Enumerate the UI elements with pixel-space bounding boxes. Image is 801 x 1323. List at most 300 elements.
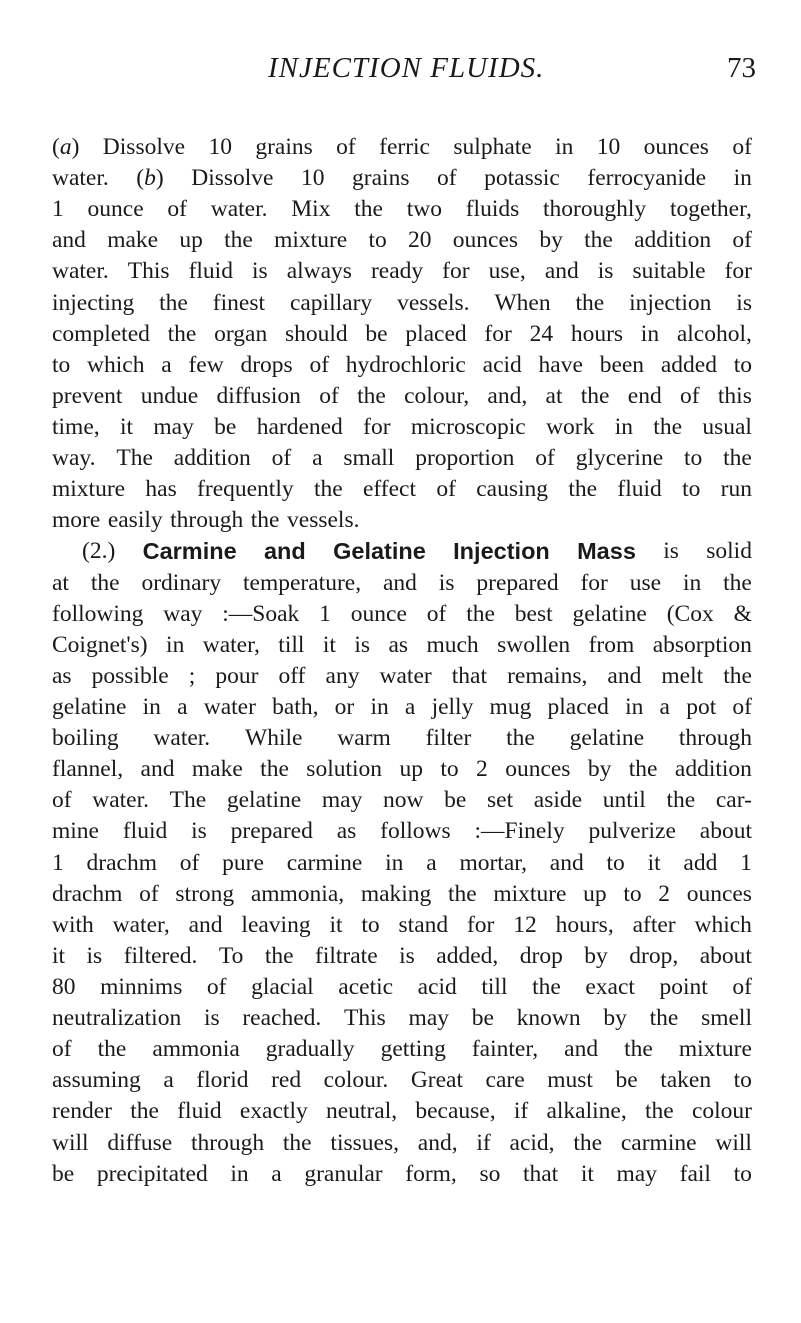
- word: capillary: [289, 289, 373, 316]
- word: and: [382, 569, 417, 596]
- text-line: [52, 972, 752, 1003]
- word: is: [597, 258, 614, 285]
- running-head: [0, 52, 801, 92]
- text-line: [52, 505, 752, 536]
- text-line: [52, 319, 752, 350]
- word: 10: [208, 134, 232, 160]
- text-line: [52, 879, 752, 910]
- word: the: [159, 289, 188, 316]
- word: This: [344, 1005, 386, 1032]
- word: the: [250, 507, 280, 534]
- word: up: [583, 880, 607, 907]
- word: now: [383, 787, 424, 814]
- word: precipitated: [96, 1160, 208, 1187]
- word: so: [479, 1160, 501, 1187]
- word: :—Finely: [474, 818, 565, 845]
- word: because,: [415, 1098, 496, 1125]
- word: organ: [214, 320, 268, 347]
- word: hardened: [256, 413, 343, 440]
- word: may: [408, 1005, 450, 1032]
- word: water.: [52, 165, 109, 192]
- text-line: [52, 536, 752, 567]
- word: ounces: [643, 134, 709, 160]
- word: it: [119, 413, 134, 440]
- word: best: [514, 600, 553, 627]
- word: the: [723, 569, 752, 596]
- word: the: [628, 756, 658, 783]
- italic-letter: a: [59, 134, 72, 160]
- word: ounces: [686, 880, 752, 907]
- word: solution: [306, 756, 383, 783]
- text-line: [52, 816, 752, 847]
- word: of: [52, 1036, 72, 1063]
- word: [143, 536, 237, 567]
- word: the: [90, 569, 120, 596]
- word: suitable: [632, 258, 706, 285]
- word: the: [167, 320, 197, 347]
- word: gelatine: [569, 725, 645, 752]
- word: be: [471, 1005, 494, 1032]
- word: ounce: [87, 196, 144, 223]
- word: set: [487, 787, 514, 814]
- word: in: [385, 849, 404, 876]
- word: ammonia,: [250, 880, 345, 907]
- word: is: [203, 1005, 220, 1032]
- word: the: [97, 1036, 127, 1063]
- word: taken: [660, 1067, 712, 1094]
- word: The: [169, 787, 207, 814]
- section-heading-word: Mass: [577, 538, 636, 565]
- running-title: INJECTION FLUIDS.: [268, 52, 545, 84]
- word: addition: [173, 445, 251, 472]
- word: by: [539, 227, 563, 254]
- word: follows: [380, 818, 451, 845]
- word: to: [733, 351, 752, 378]
- word: 24: [529, 320, 554, 347]
- text-line: [52, 381, 752, 412]
- word: to: [733, 1160, 752, 1187]
- word: ;: [188, 662, 196, 689]
- word: two: [406, 196, 442, 223]
- word: the: [313, 476, 343, 503]
- word: as: [388, 631, 409, 658]
- word: 2: [476, 756, 488, 783]
- word: by: [603, 1005, 627, 1032]
- word: of: [732, 973, 752, 1000]
- word: that: [522, 1160, 559, 1187]
- word: 1: [740, 849, 752, 876]
- word: strong: [175, 880, 235, 907]
- word: this: [717, 382, 752, 409]
- word: a: [404, 693, 416, 720]
- word: mine: [52, 818, 99, 845]
- word: the: [575, 289, 605, 316]
- word: if: [476, 1129, 491, 1156]
- word: addition: [674, 756, 752, 783]
- word: the: [573, 1129, 603, 1156]
- word: 12: [513, 911, 537, 938]
- word: water.: [153, 725, 211, 752]
- word: drachm: [86, 849, 157, 876]
- word: of: [139, 880, 159, 907]
- word: be: [52, 1160, 75, 1187]
- word: of: [309, 351, 330, 378]
- word: the: [723, 662, 752, 689]
- word: [577, 536, 636, 567]
- text-line: [52, 443, 752, 474]
- word: water,: [202, 631, 260, 658]
- word: added,: [436, 942, 499, 969]
- word: to: [684, 445, 703, 472]
- word: may: [616, 1160, 657, 1187]
- word: assuming: [52, 1067, 141, 1094]
- word: usual: [702, 413, 752, 440]
- word: mixture: [274, 227, 348, 254]
- text-line: [52, 412, 752, 443]
- word: of: [680, 382, 700, 409]
- word: to: [440, 756, 459, 783]
- word: minnims: [100, 973, 183, 1000]
- word: the: [584, 227, 613, 254]
- word: to: [606, 849, 625, 876]
- word: acid: [482, 351, 522, 378]
- word: after: [632, 911, 676, 938]
- word: and,: [487, 382, 528, 409]
- text-line: [52, 350, 752, 381]
- word: and,: [417, 1129, 458, 1156]
- word: been: [599, 351, 645, 378]
- word: easily: [107, 507, 163, 534]
- word: hydrochloric: [345, 351, 466, 378]
- word: the: [264, 942, 294, 969]
- word: and: [544, 258, 579, 285]
- word: point: [659, 973, 708, 1000]
- text-line: [52, 568, 752, 599]
- word: to: [368, 227, 387, 254]
- word: drop,: [629, 942, 679, 969]
- word: will: [715, 1129, 752, 1156]
- word: swollen: [497, 631, 571, 658]
- word: more: [52, 507, 101, 534]
- word: the: [506, 725, 535, 752]
- text-line: [52, 194, 752, 225]
- word: gelatine: [52, 693, 127, 720]
- word: carmine: [286, 849, 363, 876]
- word: neutral,: [325, 1098, 398, 1125]
- word: of: [732, 227, 752, 254]
- word: is: [191, 818, 207, 845]
- word: a: [271, 1160, 282, 1187]
- word: always: [286, 258, 352, 285]
- word: from: [588, 631, 635, 658]
- word: vessels.: [397, 289, 470, 316]
- word: of: [319, 382, 339, 409]
- word: addition: [634, 227, 712, 254]
- word: the: [354, 196, 383, 223]
- word: mug: [489, 693, 532, 720]
- word: the: [723, 445, 752, 472]
- word: and: [52, 227, 86, 254]
- word: leaving: [241, 911, 311, 938]
- word: to: [682, 476, 701, 503]
- word: the: [649, 1005, 679, 1032]
- word: by: [587, 756, 612, 783]
- word: colour,: [404, 382, 470, 409]
- text-line: [52, 163, 752, 194]
- word: [333, 536, 426, 567]
- text-line: [52, 754, 752, 785]
- word: much: [426, 631, 479, 658]
- word: as: [336, 818, 357, 845]
- word: to: [623, 880, 642, 907]
- word: work: [546, 413, 595, 440]
- word: glycerine: [575, 445, 664, 472]
- text-line: [52, 630, 752, 661]
- word: of: [437, 165, 457, 192]
- word: exact: [585, 973, 635, 1000]
- word: in: [625, 693, 644, 720]
- word: if: [513, 1098, 529, 1125]
- word: jelly: [431, 693, 474, 720]
- word: effect: [362, 476, 417, 503]
- word: of: [271, 445, 292, 472]
- word: may: [321, 787, 363, 814]
- word: till: [278, 631, 305, 658]
- word: When: [494, 289, 551, 316]
- word: injecting: [52, 289, 135, 316]
- word: of: [52, 787, 72, 814]
- word: to: [52, 351, 71, 378]
- word: the: [447, 880, 477, 907]
- word: of: [535, 445, 555, 472]
- word: way.: [52, 445, 96, 472]
- word: sulphate: [453, 134, 532, 160]
- word: be: [444, 787, 467, 814]
- word: pulverize: [588, 818, 676, 845]
- word: up: [179, 227, 203, 254]
- word: in: [370, 693, 389, 720]
- word: or: [334, 693, 355, 720]
- word: that: [451, 662, 488, 689]
- word: about: [699, 818, 752, 845]
- word: ordinary: [141, 569, 222, 596]
- word: getting: [380, 1036, 446, 1063]
- text-line: [52, 132, 752, 163]
- word: and: [549, 849, 584, 876]
- word: water: [203, 693, 256, 720]
- word: [453, 536, 550, 567]
- word: small: [343, 445, 395, 472]
- word: ounces: [452, 227, 519, 254]
- word: prepared: [230, 818, 313, 845]
- word: by: [584, 942, 608, 969]
- word: at: [52, 569, 69, 596]
- word: :—Soak: [222, 600, 300, 627]
- page-number: 73: [727, 52, 756, 84]
- word: and: [607, 662, 642, 689]
- word: flannel,: [52, 756, 124, 783]
- word: which: [694, 911, 752, 938]
- text-line: [52, 1128, 752, 1159]
- word: time,: [52, 413, 100, 440]
- italic-letter: b: [144, 165, 156, 192]
- word: water: [379, 662, 432, 689]
- word: potassic: [484, 165, 560, 192]
- word: stand: [398, 911, 449, 938]
- word: few: [188, 351, 224, 378]
- word: water.: [52, 258, 109, 285]
- word: is: [399, 942, 415, 969]
- word: and: [140, 756, 175, 783]
- word: known: [516, 1005, 581, 1032]
- word: ounces: [505, 756, 571, 783]
- word: This: [127, 258, 170, 285]
- word: has: [145, 476, 177, 503]
- word: pour: [215, 662, 259, 689]
- word: till: [481, 973, 508, 1000]
- word: (a): [52, 134, 80, 160]
- word: of: [206, 973, 227, 1000]
- word: will: [52, 1129, 89, 1156]
- word: make: [107, 227, 159, 254]
- word: mixture: [678, 1036, 752, 1063]
- word: care: [485, 1067, 525, 1094]
- word: remains,: [507, 662, 588, 689]
- text-line: [52, 848, 752, 879]
- word: placed: [547, 693, 609, 720]
- text-line: [52, 256, 752, 287]
- word: florid: [196, 1067, 249, 1094]
- word: neutralization: [52, 1005, 182, 1032]
- word: pot: [686, 693, 717, 720]
- word: fainter,: [471, 1036, 539, 1063]
- word: must: [547, 1067, 593, 1094]
- word: (2.): [82, 538, 116, 565]
- word: through: [191, 1129, 265, 1156]
- word: fluid: [188, 258, 233, 285]
- word: may: [153, 413, 194, 440]
- word: [264, 536, 306, 567]
- word: grains: [352, 165, 410, 192]
- word: the: [224, 227, 253, 254]
- word: of: [732, 693, 752, 720]
- word: 20: [408, 227, 432, 254]
- word: is: [663, 538, 679, 565]
- text-line: [52, 941, 752, 972]
- word: filtered.: [123, 942, 198, 969]
- word: any: [325, 662, 360, 689]
- word: be: [214, 413, 237, 440]
- word: the: [644, 1098, 674, 1125]
- word: water.: [210, 196, 268, 223]
- word: reached.: [242, 1005, 322, 1032]
- word: colour.: [323, 1067, 389, 1094]
- word: diffusion: [216, 382, 301, 409]
- word: a: [163, 1067, 174, 1094]
- word: a: [659, 693, 670, 720]
- text-line: [52, 599, 752, 630]
- word: drachm: [52, 880, 123, 907]
- word: placed: [405, 320, 467, 347]
- word: gelatine: [572, 600, 647, 627]
- word: acetic: [338, 973, 394, 1000]
- word: is: [736, 289, 752, 316]
- text-line: [52, 785, 752, 816]
- word: is: [251, 258, 268, 285]
- word: glacial: [251, 973, 314, 1000]
- word: aside: [533, 787, 583, 814]
- text-line: [52, 1065, 752, 1096]
- word: filter: [425, 725, 472, 752]
- word: to: [733, 1067, 752, 1094]
- word: smell: [701, 1005, 752, 1032]
- word: and: [564, 1036, 599, 1063]
- word: it: [52, 942, 66, 969]
- word: bath,: [272, 693, 319, 720]
- word: car-: [715, 787, 752, 814]
- word: melt: [661, 662, 704, 689]
- word: use: [629, 569, 662, 596]
- word: at: [545, 382, 563, 409]
- word: fluid: [617, 476, 662, 503]
- word: be: [365, 320, 388, 347]
- word: mixture: [493, 880, 567, 907]
- text-line: [52, 910, 752, 941]
- word: The: [116, 445, 153, 472]
- word: mortar,: [459, 849, 528, 876]
- word: (b): [136, 165, 164, 192]
- word: in: [142, 693, 161, 720]
- word: in: [614, 413, 633, 440]
- word: the: [357, 382, 386, 409]
- word: 1: [319, 600, 331, 627]
- word: should: [284, 320, 348, 347]
- word: of: [167, 196, 187, 223]
- word: acid: [417, 973, 457, 1000]
- word: is: [86, 942, 103, 969]
- word: vessels.: [287, 507, 360, 534]
- word: While: [245, 725, 303, 752]
- word: for: [484, 320, 512, 347]
- word: the: [130, 1098, 159, 1125]
- word: ferrocyanide: [587, 165, 707, 192]
- word: together,: [669, 196, 752, 223]
- word: solid: [706, 538, 752, 565]
- section-heading-word: Injection: [453, 538, 550, 565]
- text-line: [52, 1003, 752, 1034]
- word: ferric: [379, 134, 430, 160]
- word: the: [624, 1036, 653, 1063]
- text-line: [52, 225, 752, 256]
- word: off: [278, 662, 306, 689]
- word: hours: [570, 320, 624, 347]
- word: for: [580, 569, 608, 596]
- word: prepared: [476, 569, 559, 596]
- word: a: [177, 693, 188, 720]
- word: gradually: [265, 1036, 355, 1063]
- word: it: [322, 631, 336, 658]
- word: drops: [240, 351, 293, 378]
- word: the: [260, 756, 289, 783]
- word: is: [438, 569, 455, 596]
- word: alkaline,: [546, 1098, 627, 1125]
- word: frequently: [197, 476, 294, 503]
- word: of: [336, 134, 356, 160]
- word: completed: [52, 320, 150, 347]
- word: gelatine: [226, 787, 302, 814]
- word: to: [361, 911, 380, 938]
- word: of: [179, 849, 200, 876]
